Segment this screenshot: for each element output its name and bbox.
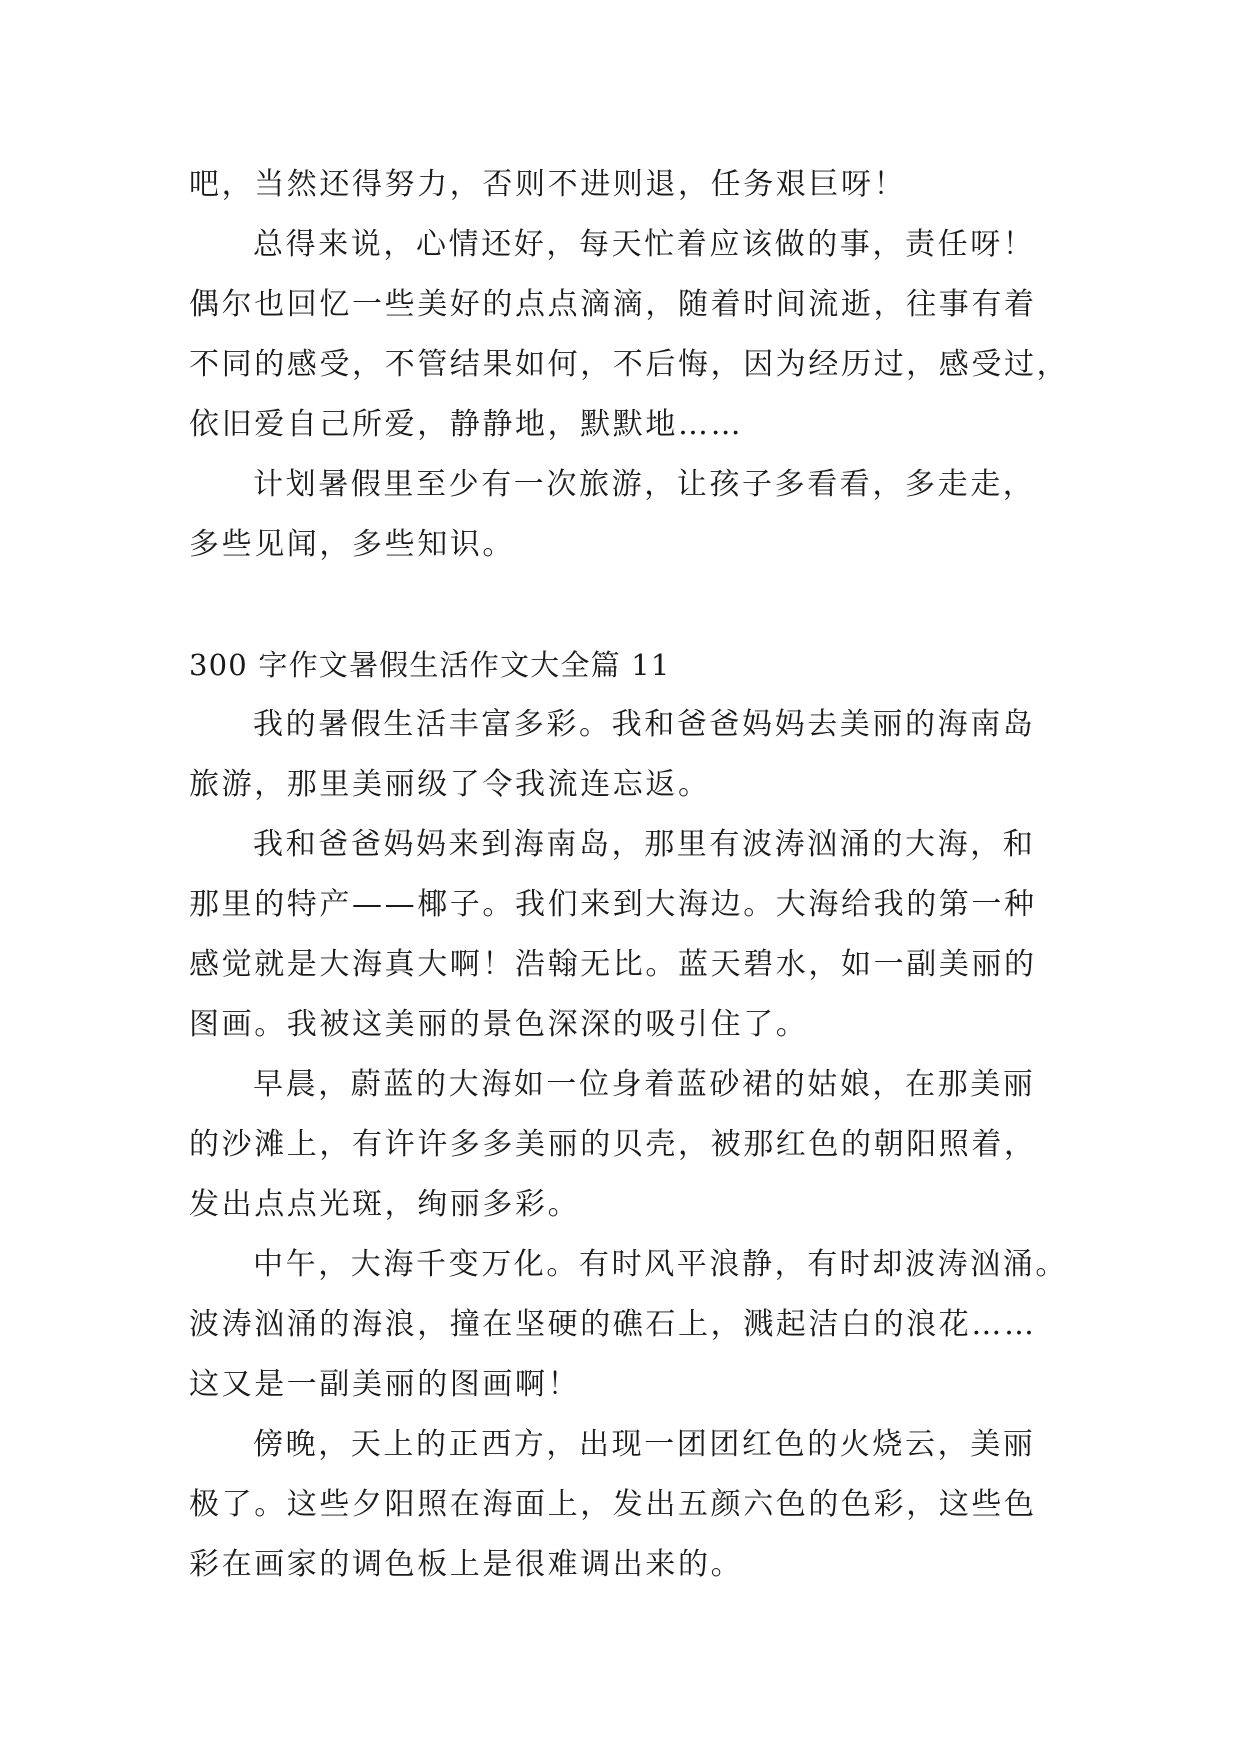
paragraph-morning (189, 1055, 1057, 1235)
paragraph-intro (189, 695, 1057, 815)
text-line: 计划暑假里至少有一次旅游，让孩子多看看，多走走， (253, 467, 1036, 502)
text-line: 旅游，那里美丽级了令我流连忘返。 (189, 767, 711, 802)
text-line: 早晨，蔚蓝的大海如一位身着蓝砂裙的姑娘，在那美丽 (253, 1067, 1036, 1102)
text-line: 波涛汹涌的海浪，撞在坚硬的礁石上，溅起洁白的浪花…… (189, 1307, 1037, 1342)
text-line: 我和爸爸妈妈来到海南岛，那里有波涛汹涌的大海，和 (253, 827, 1036, 862)
text-line: 这又是一副美丽的图画啊！ (189, 1367, 581, 1402)
text-line: 极了。这些夕阳照在海面上，发出五颜六色的色彩，这些色 (189, 1487, 1037, 1522)
text-line: 中午，大海千变万化。有时风平浪静，有时却波涛汹涌。 (253, 1247, 1068, 1282)
text-line: 发出点点光斑，绚丽多彩。 (189, 1187, 581, 1222)
paragraph-continuation (189, 155, 1057, 215)
paragraph-arrival (189, 815, 1057, 1055)
text-line: 图画。我被这美丽的景色深深的吸引住了。 (189, 1007, 809, 1042)
text-line: 不同的感受，不管结果如何，不后悔，因为经历过，感受过， (189, 347, 1070, 382)
document-page (189, 155, 1070, 1595)
paragraph-summary (189, 215, 1070, 455)
text-line: 的沙滩上，有许许多多美丽的贝壳，被那红色的朝阳照着， (189, 1127, 1037, 1162)
section-title: 300 字作文暑假生活作文大全篇 11 (189, 648, 671, 682)
section-spacer (189, 575, 1057, 635)
text-line: 多些见闻，多些知识。 (189, 527, 515, 562)
text-line: 傍晚，天上的正西方，出现一团团红色的火烧云，美丽 (253, 1427, 1036, 1462)
text-line: 彩在画家的调色板上是很难调出来的。 (189, 1547, 744, 1582)
text-line: 依旧爱自己所爱，静静地，默默地…… (189, 407, 744, 442)
text-line: 我的暑假生活丰富多彩。我和爸爸妈妈去美丽的海南岛 (253, 707, 1036, 742)
text-line: 吧，当然还得努力，否则不进则退，任务艰巨呀！ (189, 167, 907, 202)
text-line: 总得来说，心情还好，每天忙着应该做的事，责任呀！ (253, 227, 1036, 262)
paragraph-evening (189, 1415, 1057, 1595)
paragraph-plan (189, 455, 1057, 575)
text-line: 那里的特产——椰子。我们来到大海边。大海给我的第一种 (189, 887, 1037, 922)
text-line: 感觉就是大海真大啊！浩翰无比。蓝天碧水，如一副美丽的 (189, 947, 1037, 982)
text-line: 偶尔也回忆一些美好的点点滴滴，随着时间流逝，往事有着 (189, 287, 1037, 322)
paragraph-noon (189, 1235, 1068, 1415)
